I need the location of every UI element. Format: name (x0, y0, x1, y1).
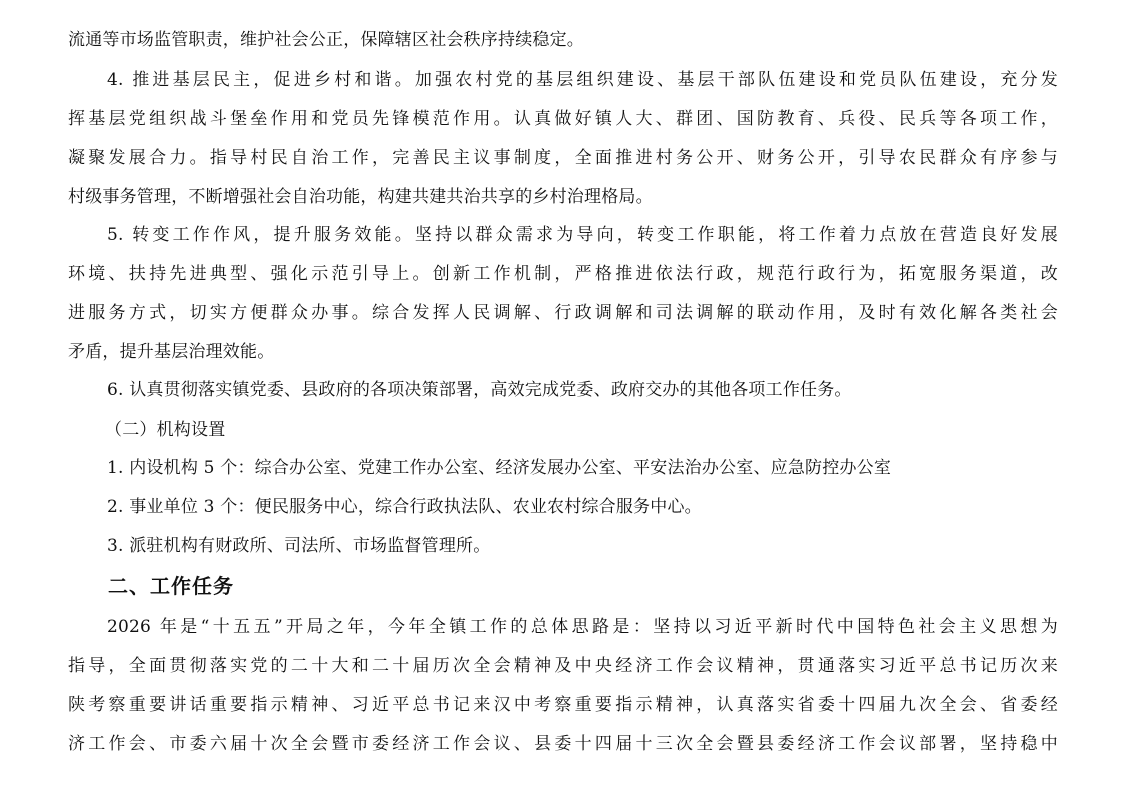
tasks-line-2: 指导，全面贯彻落实党的二十大和二十届历次全会精神及中央经济工作会议精神，贯通落实习近平总书记历次来 (68, 656, 1058, 676)
paragraph-5-line-4: 矛盾，提升基层治理效能。 (68, 342, 275, 362)
paragraph-5-line-1: 5. 转变工作作风，提升服务效能。坚持以群众需求为导向，转变工作职能，将工作着力点放在营造良好发展 (107, 225, 1058, 245)
org-item-internal: 1. 内设机构 5 个：综合办公室、党建工作办公室、经济发展办公室、平安法治办公室、应急防控办公室 (107, 458, 892, 478)
paragraph-4-line-3: 凝聚发展合力。指导村民自治工作，完善民主议事制度，全面推进村务公开、财务公开，引导农民群众有序参与 (68, 148, 1058, 168)
org-item-stationed: 3. 派驻机构有财政所、司法所、市场监督管理所。 (107, 536, 491, 556)
paragraph-4-line-1: 4. 推进基层民主，促进乡村和谐。加强农村党的基层组织建设、基层干部队伍建设和党员队伍建设，充分发 (107, 70, 1058, 90)
org-subheading: （二）机构设置 (105, 420, 226, 440)
tasks-line-1: 2026 年是“十五五”开局之年，今年全镇工作的总体思路是：坚持以习近平新时代中国特色社会主义思想为 (107, 617, 1058, 637)
paragraph-4-line-2: 挥基层党组织战斗堡垒作用和党员先锋模范作用。认真做好镇人大、群团、国防教育、兵役、民兵等各项工作， (68, 109, 1058, 129)
paragraph-5-line-3: 进服务方式，切实方便群众办事。综合发挥人民调解、行政调解和司法调解的联动作用，及时有效化解各类社会 (68, 303, 1058, 323)
paragraph-5-line-2: 环境、扶持先进典型、强化示范引导上。创新工作机制，严格推进依法行政，规范行政行为，拓宽服务渠道，改 (68, 264, 1058, 284)
tasks-line-4: 济工作会、市委六届十次全会暨市委经济工作会议、县委十四届十三次全会暨县委经济工作会议部署，坚持稳中 (68, 734, 1058, 754)
paragraph-6-line-1: 6. 认真贯彻落实镇党委、县政府的各项决策部署，高效完成党委、政府交办的其他各项工作任务。 (107, 380, 852, 400)
section-heading: 二、工作任务 (108, 574, 234, 598)
tasks-line-3: 陕考察重要讲话重要指示精神、习近平总书记来汉中考察重要指示精神，认真落实省委十四届九次全会、省委经 (68, 695, 1058, 715)
paragraph-4-line-4: 村级事务管理，不断增强社会自治功能，构建共建共治共享的乡村治理格局。 (68, 187, 653, 207)
org-item-public-institutions: 2. 事业单位 3 个：便民服务中心，综合行政执法队、农业农村综合服务中心。 (107, 497, 702, 517)
paragraph-3-end-line: 流通等市场监管职责，维护社会公正，保障辖区社会秩序持续稳定。 (68, 30, 584, 50)
